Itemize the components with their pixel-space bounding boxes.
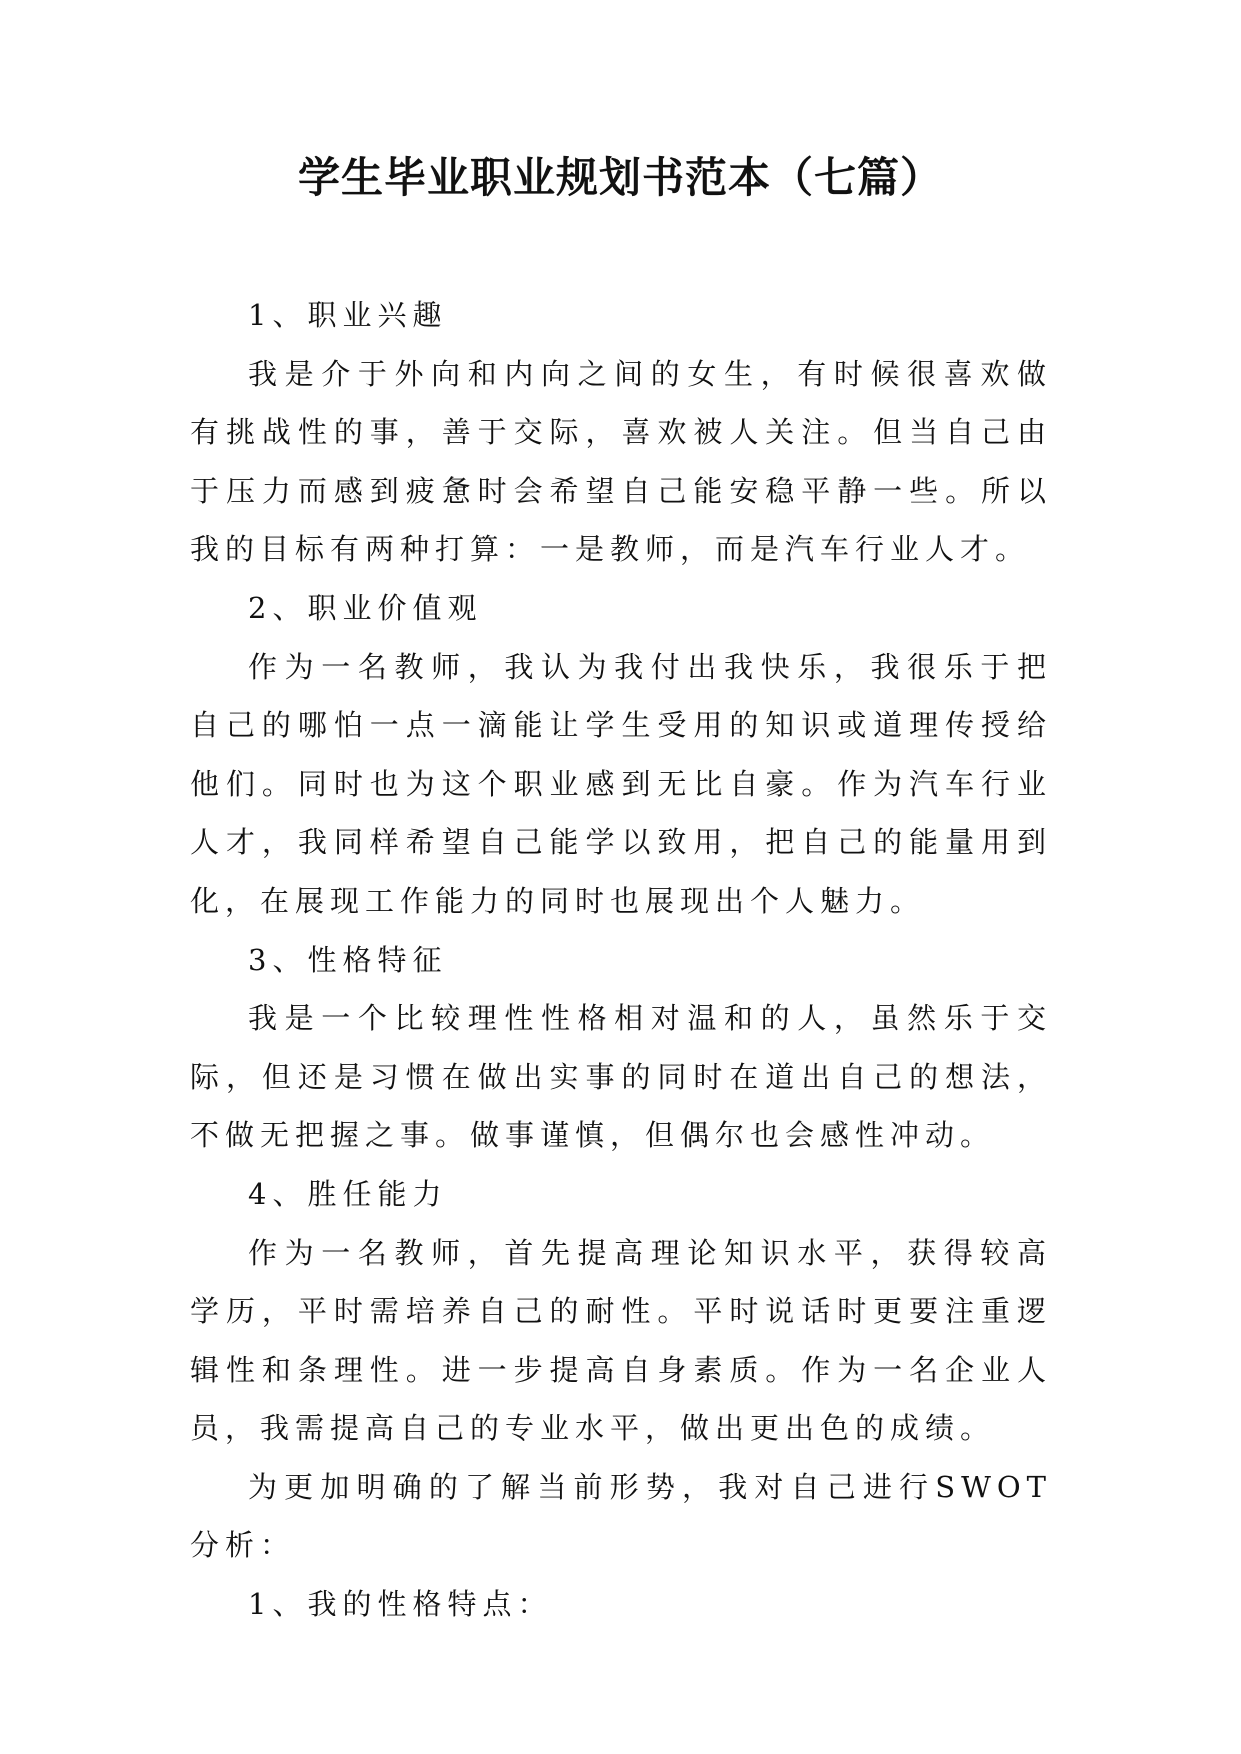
paragraph-career-interest: 我是介于外向和内向之间的女生，有时候很喜欢做有挑战性的事，善于交际，喜欢被人关注。但当自己由于压力而感到疲惫时会希望自己能安稳平静一些。所以我的目标有两种打算：一是教师，而是汽车行业人才。 xyxy=(190,356,1052,567)
heading-personality-traits: 1、我的性格特点： xyxy=(248,1587,553,1622)
heading-career-values: 2、职业价值观 xyxy=(248,590,483,625)
heading-competence: 4、胜任能力 xyxy=(248,1176,448,1211)
document-body xyxy=(190,286,1052,1634)
heading-personality: 3、性格特征 xyxy=(248,942,448,977)
paragraph-swot-intro: 为更加明确的了解当前形势，我对自己进行SWOT分析： xyxy=(190,1469,1052,1563)
paragraph-personality: 我是一个比较理性性格相对温和的人，虽然乐于交际，但还是习惯在做出实事的同时在道出自己的想法，不做无把握之事。做事谨慎，但偶尔也会感性冲动。 xyxy=(190,1001,1052,1153)
heading-career-interest: 1、职业兴趣 xyxy=(248,298,448,332)
document-title: 学生毕业职业规划书范本（七篇） xyxy=(297,153,943,202)
paragraph-competence: 作为一名教师，首先提高理论知识水平，获得较高学历，平时需培养自己的耐性。平时说话时更要注重逻辑性和条理性。进一步提高自身素质。作为一名企业人员，我需提高自己的专业水平，做出更出色的成绩。 xyxy=(190,1235,1052,1446)
paragraph-career-values: 作为一名教师，我认为我付出我快乐，我很乐于把自己的哪怕一点一滴能让学生受用的知识或道理传授给他们。同时也为这个职业感到无比自豪。作为汽车行业人才，我同样希望自己能学以致用，把自己的能量用到化，在展现工作能力的同时也展现出个人魅力。 xyxy=(190,649,1052,918)
